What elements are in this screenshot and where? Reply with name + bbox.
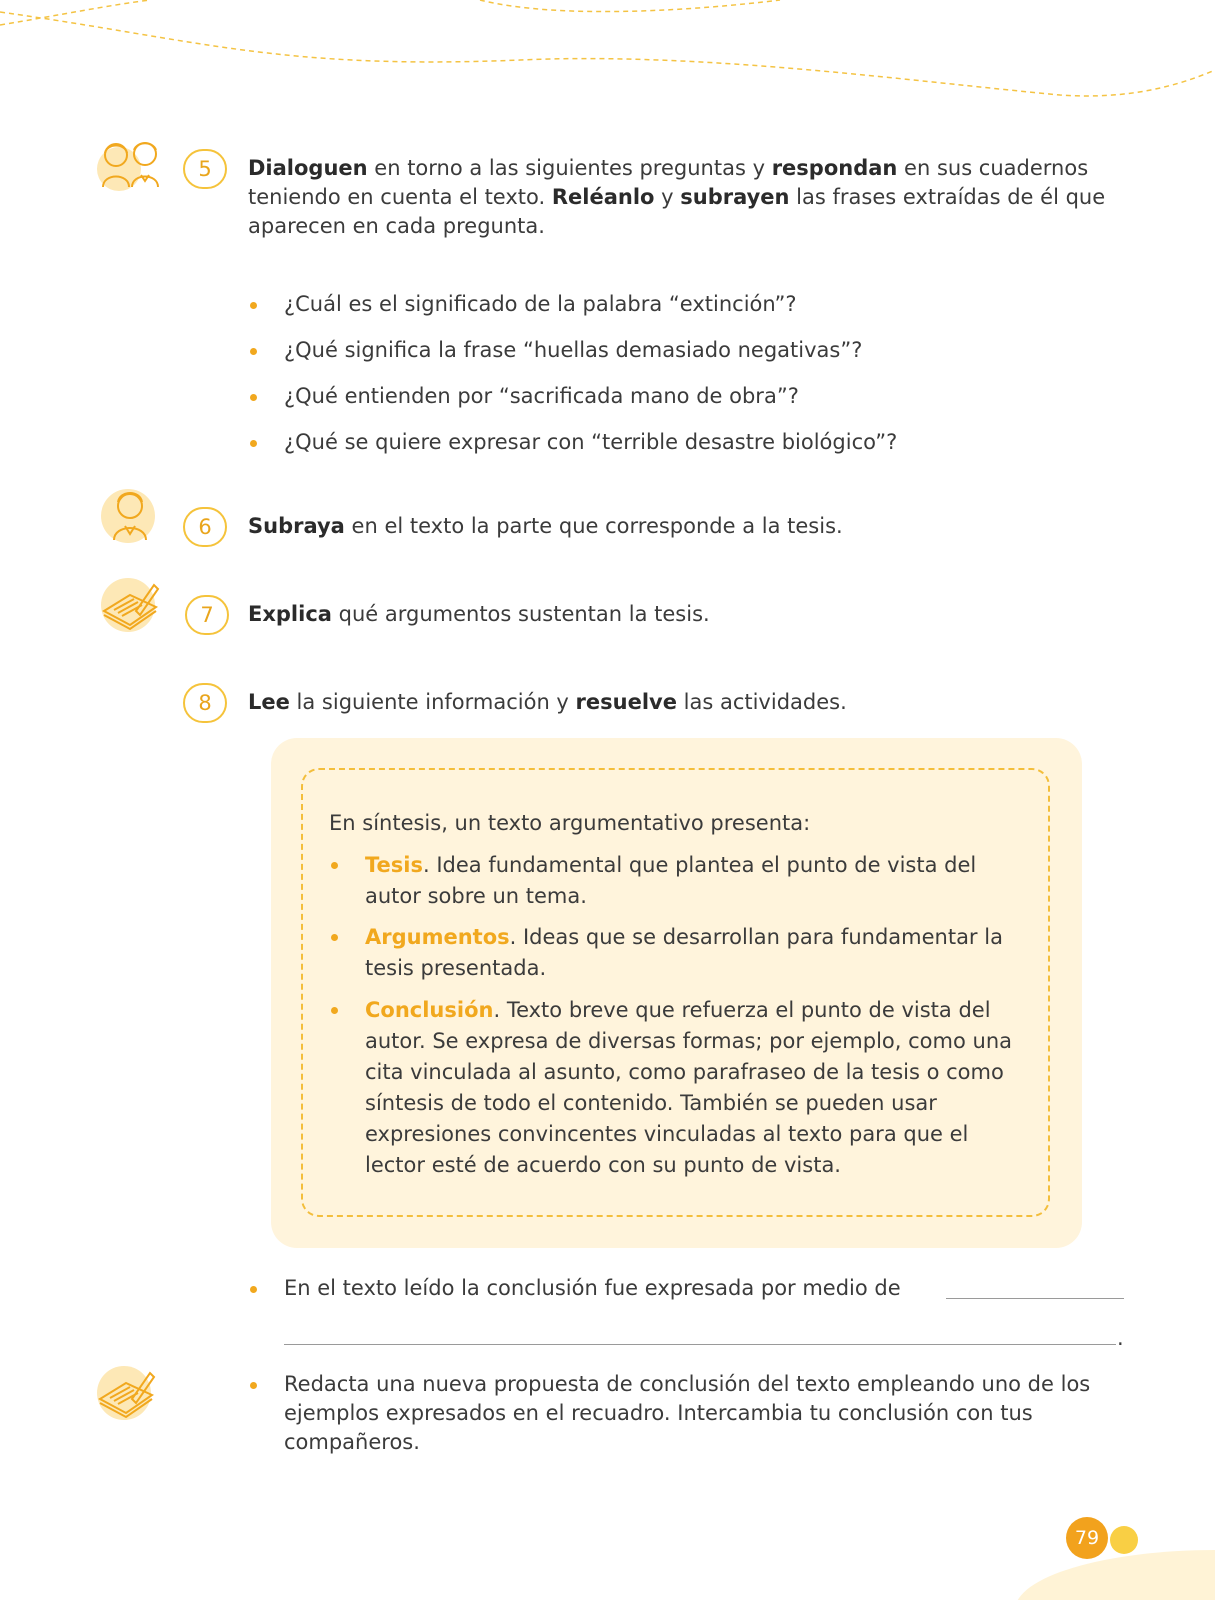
bullet-dot xyxy=(331,934,338,941)
writing-notebook-icon xyxy=(100,577,162,639)
bullet-dot xyxy=(250,394,257,401)
question-item: ¿Qué se quiere expresar con “terrible desastre biológico”? xyxy=(250,428,897,474)
student-icon xyxy=(100,484,160,548)
keyword: resuelve xyxy=(575,690,677,714)
bottom-corner-decoration xyxy=(0,1520,1215,1600)
task-8-instruction: Lee la siguiente información y resuelve las actividades. xyxy=(248,690,847,714)
bullet-dot xyxy=(250,440,257,447)
keyword: Reléanlo xyxy=(551,185,655,209)
answer-line-end: . xyxy=(1117,1326,1124,1350)
task-7-instruction: Explica qué argumentos sustentan la tesis. xyxy=(248,602,710,626)
two-students-icon xyxy=(97,133,167,199)
summary-item-tesis: Tesis. Idea fundamental que plantea el punto de vista del autor sobre un tema. xyxy=(365,850,1025,912)
task-6-instruction: Subraya en el texto la parte que corresponde a la tesis. xyxy=(248,514,843,538)
activity-new-conclusion: Redacta una nueva propuesta de conclusión del texto empleando uno de los ejemplos expresados en el recuadro. Intercambia tu conclusión con tus compañeros. xyxy=(250,1370,1164,1457)
bullet-dot xyxy=(250,348,257,355)
task-5-number: 5 xyxy=(183,149,227,189)
summary-dashed-frame xyxy=(301,768,1050,1217)
question-item: ¿Qué entienden por “sacrificada mano de obra”? xyxy=(250,382,897,428)
task-7-number: 7 xyxy=(185,595,229,635)
page-number: 79 xyxy=(1066,1517,1108,1559)
keyword: Dialoguen xyxy=(248,156,368,180)
keyword: Explica xyxy=(248,602,332,626)
question-item: ¿Cuál es el significado de la palabra “extinción”? xyxy=(250,290,897,336)
writing-notebook-icon xyxy=(96,1365,158,1427)
top-wave-decoration xyxy=(0,0,1215,110)
bullet-dot xyxy=(331,1007,338,1014)
task-5-instruction: Dialoguen en torno a las siguientes preguntas y respondan en sus cuadernos teniendo en cuenta el texto. Reléanlo y subrayen las frases extraídas de él que aparecen en cada pregunta. xyxy=(248,156,1106,238)
answer-line[interactable] xyxy=(284,1344,1116,1345)
bullet-dot xyxy=(250,1286,257,1293)
task-6-number: 6 xyxy=(183,507,227,547)
activity-conclusion-question: En el texto leído la conclusión fue expresada por medio de xyxy=(250,1274,901,1303)
bullet-dot xyxy=(331,862,338,869)
keyword: respondan xyxy=(771,156,898,180)
summary-box xyxy=(271,738,1082,1248)
summary-item-argumentos: Argumentos. Ideas que se desarrollan para fundamentar la tesis presentada. xyxy=(365,922,1025,984)
keyword: subrayen xyxy=(680,185,790,209)
task-8-number: 8 xyxy=(183,683,227,723)
question-list xyxy=(250,290,897,474)
keyword: Subraya xyxy=(248,514,345,538)
summary-item-conclusion: Conclusión. Texto breve que refuerza el punto de vista del autor. Se expresa de diversas formas; por ejemplo, como una cita vinculada al asunto, como parafraseo de la tesis o como síntesis de todo el contenido. También se pueden usar expresiones convincentes vinculadas al texto para que el lector esté de acuerdo con su punto de vista. xyxy=(365,995,1025,1181)
bullet-dot xyxy=(250,1382,257,1389)
question-item: ¿Qué significa la frase “huellas demasiado negativas”? xyxy=(250,336,897,382)
bullet-dot xyxy=(250,302,257,309)
summary-intro: En síntesis, un texto argumentativo presenta: xyxy=(329,811,811,835)
keyword: Lee xyxy=(248,690,290,714)
answer-line[interactable] xyxy=(946,1298,1124,1299)
